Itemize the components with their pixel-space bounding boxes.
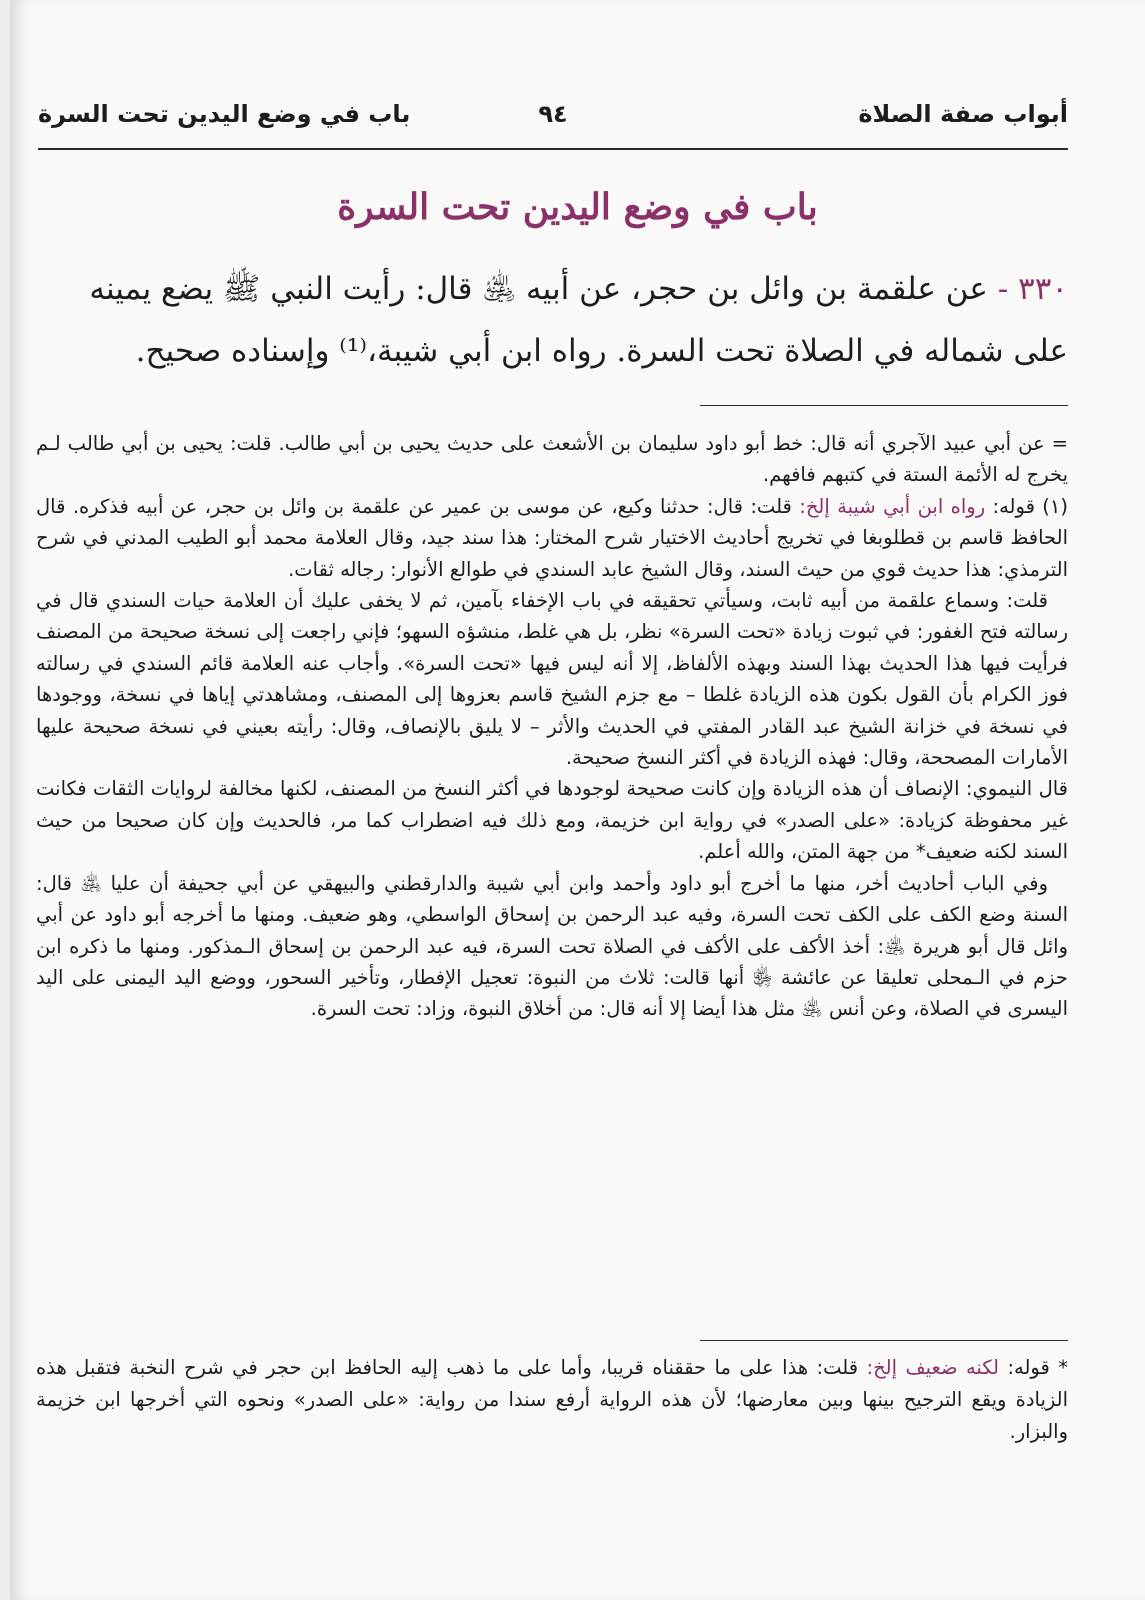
hadith-line-1: عن علقمة بن وائل بن حجر، عن أبيه ﵁ قال: رأيت النبي ﷺ يضع يمينه (89, 271, 988, 307)
asterisk-footnote (36, 1352, 1068, 1448)
asterisk-footnote-text: قلت: هذا على ما حققناه قريبا، وأما على ما ذهب إليه الحافظ ابن حجر في شرح النخبة فتقبل هذه الزيادة ويقع الترجيح بينها وبين معارضها؛ لأن هذه الرواية أرفع سندا من رواية: «على الصدر» ونحوه التي أخرجها ابن خزيمة والبزار. (36, 1356, 1068, 1443)
note-paragraph-3: قال النيموي: الإنصاف أن هذه الزيادة وإن كانت صحيحة لوجودها في أكثر النسخ من المصنف، لكنها مخالفة لروايات الثقات فكانت غير محفوظة كزيادة: «على الصدر» في رواية ابن خزيمة، ومع ذلك فيه اضطراب كما مر، فالحديث وإن كان صحيحا من حيث السند لكنه ضعيف* من جهة المتن، والله أعلم. (36, 777, 1068, 864)
asterisk-footnote-marker: * قوله: (1007, 1356, 1069, 1379)
note-paragraph-4: وفي الباب أحاديث أخر، منها ما أخرج أبو داود وأحمد وابن أبي شيبة والدارقطني والبيهقي عن أبي جحيفة أن عليا ﵁ قال: السنة وضع الكف على الكف تحت السرة، وفيه عبد الرحمن بن إسحاق الواسطي، وهو ضعيف. ومنها ما أخرجه أبو داود عن أبي وائل قال أبو هريرة ﵁: أخذ الأكف على الأكف في الصلاة تحت السرة، فيه عبد الرحمن بن إسحاق الـمذكور. ومنها ما ذكره ابن حزم في الـمحلى تعليقا عن عائشة ﵂ أنها قالت: ثلاث من النبوة: تعجيل الإفطار، وتأخير السحور، ووضع اليد اليمنى على اليد اليسرى في الصلاة، وعن أنس ﵁ مثل هذا أيضا إلا أنه قال: من أخلاق النبوة، وزاد: تحت السرة. (36, 871, 1068, 1021)
header-section-title: أبواب صفة الصلاة (858, 100, 1068, 128)
hadith-line-2: على شماله في الصلاة تحت السرة. رواه ابن أبي شيبة،⁽¹⁾ وإسناده صحيح. (135, 333, 1068, 369)
asterisk-footnote-divider (700, 1340, 1068, 1341)
note-1-text: قلت: قال: حدثنا وكيع، عن موسى بن عمير عن علقمة بن وائل بن حجر، عن أبيه فذكره. قال الحافظ قاسم بن قطلوبغا في تخريج أحاديث الاختيار شرح المختار: هذا سند جيد، وقال العلامة محمد أبو الطيب المدني في شرح الترمذي: هذا حديث قوي من حيث السند، وقال الشيخ عابد السندي في طوالع الأنوار: رجاله ثقات. (36, 494, 1068, 581)
asterisk-footnote-reference: لكنه ضعيف إلخ: (866, 1356, 1000, 1379)
header-chapter-title: باب في وضع اليدين تحت السرة (38, 100, 411, 128)
commentary-notes (36, 428, 1068, 1025)
note-paragraph-2: قلت: وسماع علقمة من أبيه ثابت، وسيأتي تحقيقه في باب الإخفاء بآمين، ثم لا يخفى عليك أن العلامة حيات السندي قال في رسالته فتح الغفور: في ثبوت زيادة «تحت السرة» نظر، بل هي غلط، منشؤه السهو؛ فإني راجعت إلى نسخة صحيحة من المصنف فرأيت فيها هذا الحديث بهذا السند وبهذه الألفاظ، إلا أنه ليس فيها «تحت السرة». وأجاب عنه العلامة قائم السندي في رسالته فوز الكرام بأن القول بكون هذه الزيادة غلطا – مع جزم الشيخ قاسم بعزوها إلى المصنف، ومشاهدتي إياها في نسخة، ووجودها في نسخة في خزانة الشيخ عبد القادر المفتي في الحديث والأثر – لا يليق بالإنصاف، وقال: رأيته بعيني في نسخة صحيحة عليها الأمارات المصححة، وقال: فهذه الزيادة في أكثر النسخ صحيحة. (36, 589, 1068, 770)
hadith-number: ٣٣٠ - (997, 271, 1068, 307)
hadith-text (38, 258, 1068, 382)
running-header (38, 96, 1068, 150)
chapter-title: باب في وضع اليدين تحت السرة (337, 186, 818, 228)
note-1-marker: (١) قوله: (992, 494, 1068, 518)
book-page (10, 0, 1145, 1600)
footnote-divider (700, 405, 1068, 406)
asterisk-footnote-paragraph (36, 1352, 1068, 1448)
note-1 (36, 491, 1068, 585)
note-1-reference: رواه ابن أبي شيبة إلخ: (799, 494, 986, 518)
page-number: ٩٤ (538, 100, 568, 128)
note-continuation: = عن أبي عبيد الآجري أنه قال: خط أبو داود سليمان بن الأشعث على حديث يحيى بن أبي طالب. قلت: يحيى بن أبي طالب لـم يخرج له الأئمة الستة في كتبهم فافهم. (36, 432, 1068, 487)
